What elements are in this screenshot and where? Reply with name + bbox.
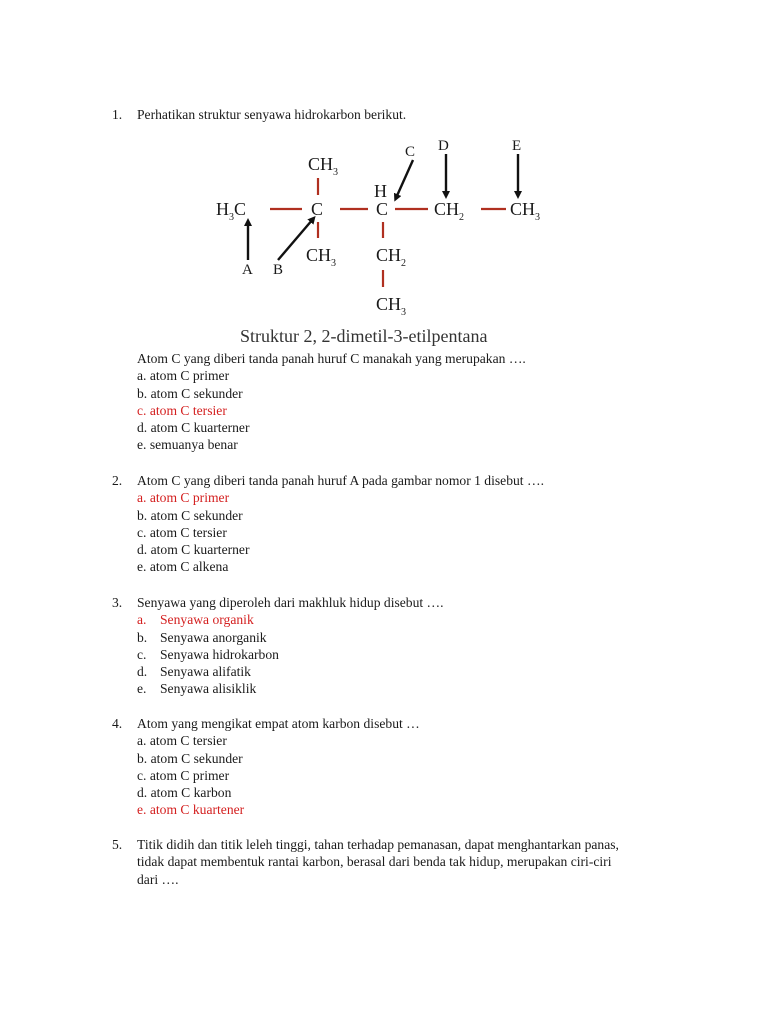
option-d: d. atom C kuarterner <box>137 420 250 436</box>
option-e-correct: e. atom C kuartener <box>137 802 245 818</box>
structure-figure <box>200 130 580 350</box>
atom-ch3-top: $CH_3$ <box>308 154 339 178</box>
atom-h3c: $H_3C$ <box>216 199 247 223</box>
option-a-correct: a. atom C primer <box>137 490 230 506</box>
option-e: e. Senyawa alisiklik <box>137 681 257 697</box>
atom-c3: C <box>376 199 389 219</box>
option-c: c. atom C tersier <box>137 524 227 540</box>
question-number: 3. <box>112 595 123 610</box>
arrow-label-e: E <box>512 138 522 154</box>
question-line-3: dari …. <box>137 871 179 887</box>
question-text: Atom C yang diberi tanda panah huruf C manakah yang merupakan …. <box>137 351 526 366</box>
option-c: c. Senyawa hidrokarbon <box>137 646 279 662</box>
option-c: c. atom C primer <box>137 767 230 783</box>
option-d: d. atom C kuarterner <box>137 542 250 558</box>
question-number: 1. <box>112 107 123 122</box>
atom-h-on-c3: H <box>374 181 387 201</box>
option-e: e. atom C alkena <box>137 559 229 575</box>
option-a: a. atom C tersier <box>137 733 227 749</box>
option-c-correct: c. atom C tersier <box>137 402 227 418</box>
arrow-c <box>396 160 413 198</box>
option-b: b. atom C sekunder <box>137 750 243 766</box>
arrow-label-d: D <box>438 138 449 154</box>
arrow-label-b: B <box>273 262 284 278</box>
option-b: b. atom C sekunder <box>137 507 243 523</box>
atom-ch3-bottom: $CH_3$ <box>306 245 337 269</box>
question-line-1: Titik didih dan titik leleh tinggi, tahan terhadap pemanasan, dapat menghantarkan panas, <box>137 837 619 852</box>
option-a-correct: a. Senyawa organik <box>137 612 254 628</box>
atom-ch2-branch: $CH_2$ <box>376 245 407 269</box>
question-line-2: tidak dapat membentuk rantai karbon, berasal dari benda tak hidup, merupakan ciri-ciri <box>137 854 612 870</box>
question-number: 5. <box>112 837 123 852</box>
arrow-label-a: A <box>242 262 253 278</box>
atom-c2: C <box>311 199 324 219</box>
atom-ch2-main: $CH_2$ <box>434 199 465 223</box>
question-intro: Perhatikan struktur senyawa hidrokarbon berikut. <box>137 107 407 122</box>
arrow-label-c: C <box>405 144 416 160</box>
question-text: Senyawa yang diperoleh dari makhluk hidup disebut …. <box>137 595 444 610</box>
bonds <box>270 178 506 287</box>
atom-ch3-branch: $CH_3$ <box>376 294 407 318</box>
question-text: Atom yang mengikat empat atom karbon disebut … <box>137 716 420 731</box>
option-b: b. atom C sekunder <box>137 385 243 401</box>
figure-caption: Struktur 2, 2-dimetil-3-etilpentana <box>240 326 488 346</box>
question-text: Atom C yang diberi tanda panah huruf A pada gambar nomor 1 disebut …. <box>137 473 544 488</box>
question-number: 4. <box>112 716 123 731</box>
atom-ch3-end: $CH_3$ <box>510 199 541 223</box>
option-a: a. atom C primer <box>137 368 230 384</box>
option-e: e. semuanya benar <box>137 437 238 453</box>
option-d: d. Senyawa alifatik <box>137 664 251 680</box>
option-d: d. atom C karbon <box>137 785 232 801</box>
option-b: b. Senyawa anorganik <box>137 629 267 645</box>
question-number: 2. <box>112 473 123 488</box>
